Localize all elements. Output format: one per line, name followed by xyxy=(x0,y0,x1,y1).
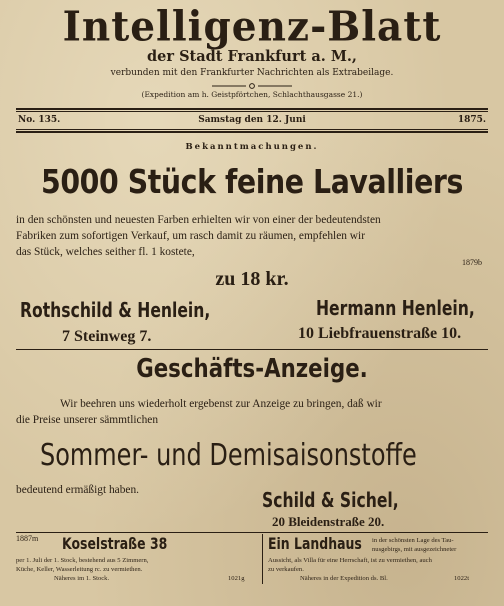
ad4-headline: Ein Landhaus xyxy=(268,534,362,553)
ad1-text-line: in den schönsten und neuesten Farben erhielten wir von einer der bedeutendsten xyxy=(16,214,381,226)
column-divider xyxy=(262,534,263,584)
section-heading: Bekanntmachungen. xyxy=(185,142,319,152)
ad3-line: Näheres im 1. Stock. xyxy=(54,575,110,582)
dateline-rule-bottom-thin xyxy=(16,129,488,130)
ad2-headline: Geschäfts-Anzeige. xyxy=(136,354,368,384)
ad3-line: per 1. Juli der 1. Stock, bestehend aus 5 Zimmern, xyxy=(16,557,149,564)
ad2-text-line: die Preise unserer sämmtlichen xyxy=(16,414,159,426)
ad2-big-line: Sommer- und Demisaisonstoffe xyxy=(40,438,417,473)
ad4-line: Aussicht, als Villa für eine Herrschaft, ist zu vermiethen, auch xyxy=(268,557,432,564)
ad2-text-line: Wir beehren uns wiederholt ergebenst zur Anzeige zu bringen, daß wir xyxy=(60,398,382,410)
ad3-line: Küche, Keller, Wasserleitung rc. zu vermiethen. xyxy=(16,566,143,573)
ad1-firm-left: Rothschild & Henlein, xyxy=(20,298,211,322)
issue-date: Samstag den 12. Juni xyxy=(198,115,306,125)
dateline-rule-top-thin xyxy=(16,111,488,112)
ad1-headline: 5000 Stück feine Lavalliers xyxy=(41,162,463,201)
ad4-line: zu verkaufen. xyxy=(268,566,304,573)
ad4-reference: 1022t xyxy=(454,575,470,582)
dateline-rule-bottom xyxy=(16,131,488,133)
masthead-title: Intelligenz-Blatt xyxy=(62,2,442,52)
ad1-address-right: 10 Liebfrauenstraße 10. xyxy=(298,325,462,342)
issue-year: 1875. xyxy=(457,115,486,125)
ad1-reference: 1879b xyxy=(462,258,482,267)
bottom-separator xyxy=(16,532,488,533)
ad3-reference-2: 1021g xyxy=(228,575,245,582)
ad1-firm-right: Hermann Henlein, xyxy=(316,296,475,320)
ad2-tail: bedeutend ermäßigt haben. xyxy=(16,484,140,496)
masthead-city: der Stadt Frankfurt a. M., xyxy=(147,48,357,65)
ad1-address-left: 7 Steinweg 7. xyxy=(62,328,152,345)
dateline-rule-top xyxy=(16,108,488,110)
ad1-price: zu 18 kr. xyxy=(215,268,289,290)
ad1-text-line: Fabriken zum sofortigen Verkauf, um rasch damit zu räumen, empfehlen wir xyxy=(16,230,365,242)
ad1-text-line: das Stück, welches seither fl. 1 kostete, xyxy=(16,246,195,258)
ad2-firm: Schild & Sichel, xyxy=(262,488,399,512)
ad4-line: Näheres in der Expedition ds. Bl. xyxy=(300,575,388,582)
ad2-address: 20 Bleidenstraße 20. xyxy=(272,514,385,529)
ad3-headline: Koselstraße 38 xyxy=(62,534,168,553)
ad3-reference: 1887m xyxy=(16,534,39,543)
masthead-supplement: verbunden mit den Frankfurter Nachrichten als Extrabeilage. xyxy=(110,68,394,78)
ad4-side-line: nusgebirgs, mit ausgezeichneter xyxy=(372,546,457,553)
ad-separator xyxy=(16,349,488,350)
issue-number: No. 135. xyxy=(18,115,61,125)
masthead-expedition: (Expedition am h. Geistpförtchen, Schlachthausgasse 21.) xyxy=(141,90,363,99)
ad4-side-line: in der schönsten Lage des Tau- xyxy=(372,537,454,544)
ornament-divider-icon xyxy=(210,82,294,90)
